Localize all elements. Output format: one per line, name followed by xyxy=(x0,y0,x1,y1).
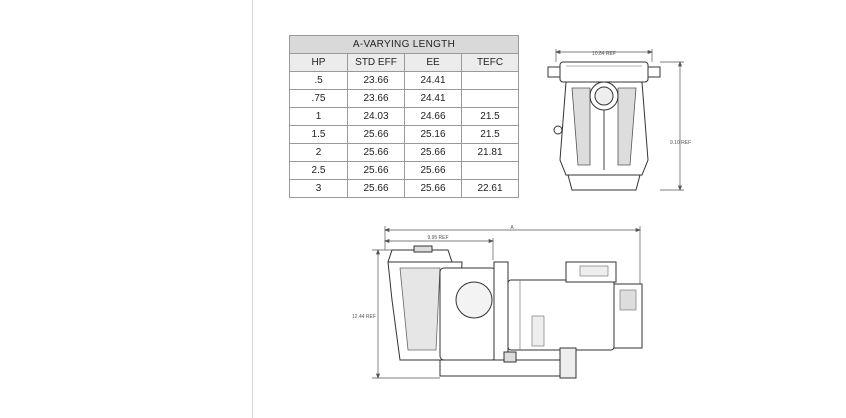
cell-ee: 25.66 xyxy=(405,180,462,198)
cell-hp: 3 xyxy=(290,180,348,198)
motor-label-plate xyxy=(532,316,544,346)
cell-hp: 1.5 xyxy=(290,126,348,144)
cell-std-eff: 23.66 xyxy=(348,72,405,90)
cell-hp: 1 xyxy=(290,108,348,126)
cell-std-eff: 25.66 xyxy=(348,162,405,180)
motor xyxy=(508,280,614,350)
side-height-label: 12.44 REF xyxy=(352,314,376,320)
cell-hp: .75 xyxy=(290,90,348,108)
length-label: A xyxy=(510,225,514,231)
inlet-distance-label: 9.95 REF xyxy=(427,235,449,241)
front-width-label: 10.84 REF xyxy=(592,51,616,57)
cell-hp: 2 xyxy=(290,144,348,162)
cell-ee: 24.41 xyxy=(405,72,462,90)
cell-ee: 25.16 xyxy=(405,126,462,144)
header-ee: EE xyxy=(405,54,462,72)
cell-ee: 24.41 xyxy=(405,90,462,108)
cell-tefc: 21.5 xyxy=(462,126,519,144)
header-tefc: TEFC xyxy=(462,54,519,72)
seal-plate xyxy=(494,262,508,362)
cell-std-eff: 25.66 xyxy=(348,180,405,198)
cell-std-eff: 25.66 xyxy=(348,126,405,144)
table-title: A-VARYING LENGTH xyxy=(290,36,519,54)
cell-tefc: 22.61 xyxy=(462,180,519,198)
cell-ee: 25.66 xyxy=(405,144,462,162)
header-std-eff: STD EFF xyxy=(348,54,405,72)
front-height-label: 9.10 REF xyxy=(670,140,692,146)
cell-std-eff: 25.66 xyxy=(348,144,405,162)
cell-std-eff: 23.66 xyxy=(348,90,405,108)
cell-ee: 24.66 xyxy=(405,108,462,126)
cell-tefc: 21.81 xyxy=(462,144,519,162)
pump-base-side xyxy=(440,360,566,376)
cell-hp: .5 xyxy=(290,72,348,90)
cell-tefc: 21.5 xyxy=(462,108,519,126)
cell-std-eff: 24.03 xyxy=(348,108,405,126)
cell-ee: 25.66 xyxy=(405,162,462,180)
header-hp: HP xyxy=(290,54,348,72)
cell-hp: 2.5 xyxy=(290,162,348,180)
